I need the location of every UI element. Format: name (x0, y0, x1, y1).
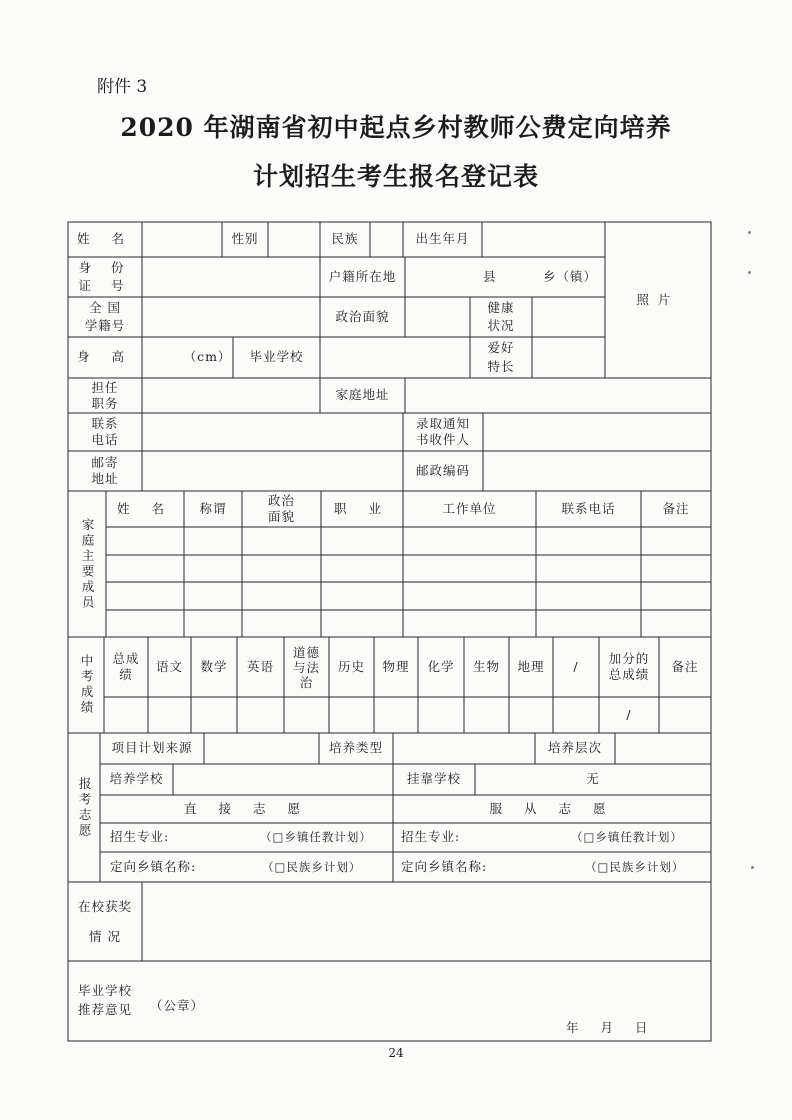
direct-town-row[interactable] (100, 852, 393, 882)
birth-date-label: 出生年月 (415, 231, 470, 247)
name-label: 姓 名 (77, 231, 133, 247)
hukou-field[interactable] (405, 257, 605, 297)
exam-notes-field[interactable] (659, 697, 711, 733)
direct-preference-header: 直 接 志 愿 (184, 800, 309, 816)
family-row-1[interactable] (106, 527, 711, 555)
family-header-name: 姓 名 (117, 500, 173, 516)
exam-header-slash: / (573, 658, 579, 674)
obey-township-plan-checkbox[interactable]: （□乡镇任教计划） (571, 830, 683, 845)
name-field[interactable] (142, 222, 222, 257)
form-title-line-2: 计划招生考生报名登记表 (252, 162, 539, 191)
exam-header-geography: 地理 (517, 658, 545, 674)
exam-header-morality-law: 道德 与法 治 (292, 644, 320, 690)
direct-town-label: 定向乡镇名称: (110, 858, 197, 874)
obey-town-label: 定向乡镇名称: (401, 858, 488, 874)
exam-header-math: 数学 (200, 658, 228, 674)
training-school-label: 培养学校 (109, 771, 164, 787)
obey-major-row[interactable] (393, 823, 711, 852)
notice-recipient-field[interactable] (483, 413, 711, 451)
phone-field[interactable] (142, 413, 403, 451)
affiliated-school-label: 挂靠学校 (406, 771, 461, 787)
exam-scores-row[interactable] (104, 697, 599, 733)
annex-label: 附件 3 (97, 77, 148, 97)
township-label: 乡（镇） (543, 268, 598, 284)
training-level-label: 培养层次 (547, 740, 602, 756)
exam-header-english: 英语 (246, 658, 274, 674)
height-label: 身 高 (77, 349, 133, 365)
page-number: 24 (388, 1046, 404, 1060)
ethnicity-label: 民族 (331, 231, 359, 247)
family-header-relation: 称谓 (199, 500, 227, 516)
obey-town-row[interactable] (393, 852, 711, 882)
scan-speck (748, 271, 751, 274)
awards-label: 在校获奖 情 况 (77, 898, 132, 944)
scan-speck (748, 231, 751, 234)
position-field[interactable] (142, 378, 320, 413)
health-field[interactable] (532, 297, 605, 337)
recommend-label: 毕业学校 推荐意见 (77, 983, 132, 1017)
family-header-notes: 备注 (662, 500, 690, 516)
height-unit: （cm） (183, 349, 232, 365)
exam-header-biology: 生物 (472, 658, 500, 674)
direct-major-label: 招生专业: (110, 829, 170, 845)
apply-section-label: 报考志愿 (77, 776, 93, 839)
ethnicity-field[interactable] (370, 222, 403, 257)
obey-major-label: 招生专业: (401, 829, 461, 845)
awards-field[interactable] (142, 882, 711, 961)
form-title-line-1: 2020 年湖南省初中起点乡村教师公费定向培养 (120, 113, 672, 142)
plan-source-label: 项目计划来源 (111, 740, 193, 756)
family-row-2[interactable] (106, 555, 711, 582)
direct-township-plan-checkbox[interactable]: （□乡镇任教计划） (260, 830, 372, 845)
position-label: 担任 职务 (91, 379, 119, 411)
training-school-field[interactable] (173, 764, 393, 795)
postcode-field[interactable] (483, 451, 711, 491)
mail-address-field[interactable] (142, 451, 403, 491)
exam-header-history: 历史 (337, 658, 365, 674)
mail-address-label: 邮寄 地址 (91, 455, 119, 486)
political-status-field[interactable] (405, 297, 470, 337)
direct-ethnic-plan-checkbox[interactable]: （□民族乡计划） (262, 859, 362, 874)
family-header-workplace: 工作单位 (442, 500, 497, 516)
exam-header-bonus-total: 加分的 总成绩 (608, 650, 650, 682)
obey-ethnic-plan-checkbox[interactable]: （□民族乡计划） (585, 859, 685, 874)
health-label: 健康 状况 (487, 299, 515, 333)
birth-date-field[interactable] (482, 222, 605, 257)
id-number-label: 身 份 证 号 (78, 259, 132, 293)
family-section-label: 家庭主要成员 (80, 517, 96, 611)
family-row-3[interactable] (106, 582, 711, 610)
hobbies-field[interactable] (532, 337, 605, 378)
phone-label: 联系 电话 (91, 416, 119, 447)
exam-section-label: 中考成绩 (79, 654, 95, 716)
hukou-label: 户籍所在地 (328, 268, 397, 284)
plan-source-field[interactable] (204, 733, 319, 764)
political-status-label: 政治面貌 (335, 308, 390, 324)
family-header-political: 政治 面貌 (267, 493, 295, 524)
exam-header-total: 总成 绩 (112, 650, 140, 682)
hobbies-label: 爱好 特长 (487, 340, 515, 374)
exam-header-chemistry: 化学 (427, 658, 455, 674)
notice-recipient-label: 录取通知 书收件人 (415, 416, 470, 447)
photo-area[interactable]: 照片 (636, 291, 680, 307)
family-row-4[interactable] (106, 610, 711, 637)
home-address-field[interactable] (405, 378, 711, 413)
family-header-occupation: 职 业 (334, 500, 390, 516)
training-type-label: 培养类型 (328, 740, 383, 756)
gender-field[interactable] (268, 222, 320, 257)
county-label: 县 (483, 268, 497, 284)
official-seal-label: （公章） (150, 998, 205, 1013)
family-header-phone: 联系电话 (561, 500, 616, 516)
direct-major-row[interactable] (100, 823, 393, 852)
training-type-field[interactable] (393, 733, 535, 764)
exam-header-chinese: 语文 (155, 658, 183, 674)
gender-label: 性别 (231, 231, 259, 247)
student-no-label: 全 国 学籍号 (84, 299, 126, 333)
exam-header-physics: 物理 (382, 658, 410, 674)
height-field[interactable] (142, 337, 233, 378)
obey-preference-header: 服 从 志 愿 (489, 800, 615, 816)
id-number-field[interactable] (142, 257, 320, 297)
affiliated-school-value: 无 (586, 771, 600, 787)
exam-bonus-slash: / (626, 706, 632, 722)
student-no-field[interactable] (142, 297, 320, 337)
scan-speck (751, 866, 754, 869)
recommend-field[interactable] (142, 961, 711, 1041)
grad-school-label: 毕业学校 (249, 349, 304, 365)
training-level-field[interactable] (615, 733, 711, 764)
home-address-label: 家庭地址 (335, 387, 390, 403)
exam-header-notes: 备注 (671, 658, 699, 674)
postcode-label: 邮政编码 (415, 462, 470, 478)
grad-school-field[interactable] (320, 337, 470, 378)
recommend-date: 年 月 日 (566, 1020, 657, 1035)
